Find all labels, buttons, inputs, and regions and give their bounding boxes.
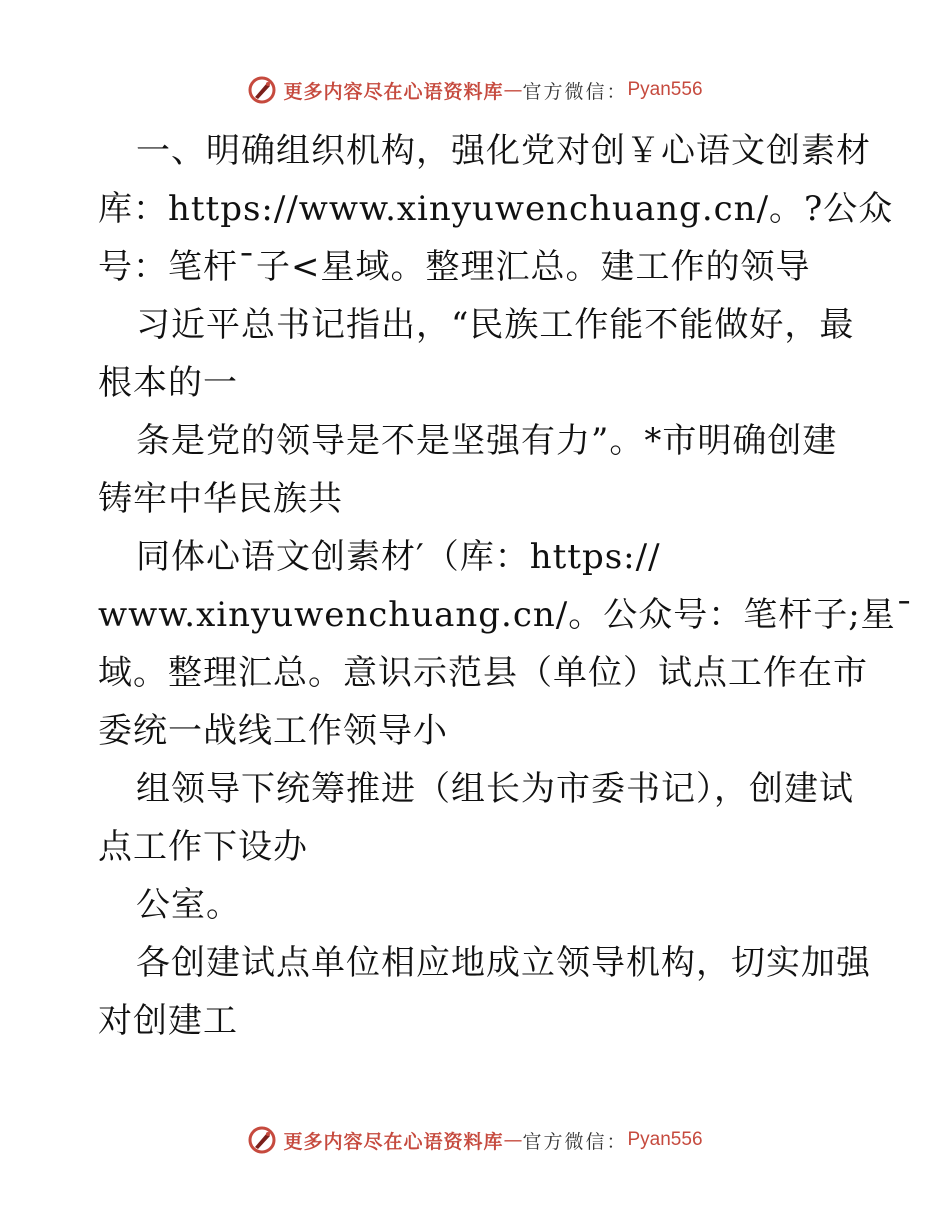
text-line: 习近平总书记指出，“民族工作能不能做好，最 [136,305,855,345]
text-line: 组领导下统筹推进（组长为市委书记），创建试 [136,769,854,809]
header-banner-wechat-id: Pyan556 [627,79,703,100]
header-banner-wechat-label: 官方微信： [522,80,628,103]
text-line: 条是党的领导是不是坚强有力”。*市明确创建 [136,421,838,461]
footer-banner-title: 更多内容尽在心语资料库 [283,1130,504,1153]
text-line: 点工作下设办 [98,827,308,867]
header-banner-separator: — [503,79,523,101]
text-line: 库：https://www.xinyuwenchuang.cn/。?公众 [98,189,894,229]
text-line: 同体心语文创素材′（库：https:// [136,537,661,577]
document-body [98,122,914,1050]
footer-banner-separator: — [503,1129,523,1151]
text-line: 委统一战线工作领导小 [98,711,448,751]
text-line: 一、明确组织机构，强化党对创￥心语文创素材 [136,131,871,171]
footer-banner [0,1120,950,1160]
header-banner [0,70,950,110]
pen-nib-logo-icon [247,75,277,105]
pen-nib-logo-icon [247,1125,277,1155]
footer-banner-wechat-label: 官方微信： [522,1130,628,1153]
text-line: 号：笔杆¯子<星域。整理汇总。建工作的领导 [98,247,811,287]
text-line: 域。整理汇总。意识示范县（单位）试点工作在市 [98,653,868,693]
text-line: 各创建试点单位相应地成立领导机构，切实加强 [136,943,871,983]
footer-banner-wechat-id: Pyan556 [627,1129,703,1150]
text-line: 对创建工 [98,1001,238,1041]
header-banner-title: 更多内容尽在心语资料库 [283,80,504,103]
text-line: 铸牢中华民族共 [98,479,343,519]
text-line: www.xinyuwenchuang.cn/。公众号：笔杆子;星¯ [98,595,914,635]
text-line: 公室。 [136,885,241,925]
text-line: 根本的一 [98,363,238,403]
